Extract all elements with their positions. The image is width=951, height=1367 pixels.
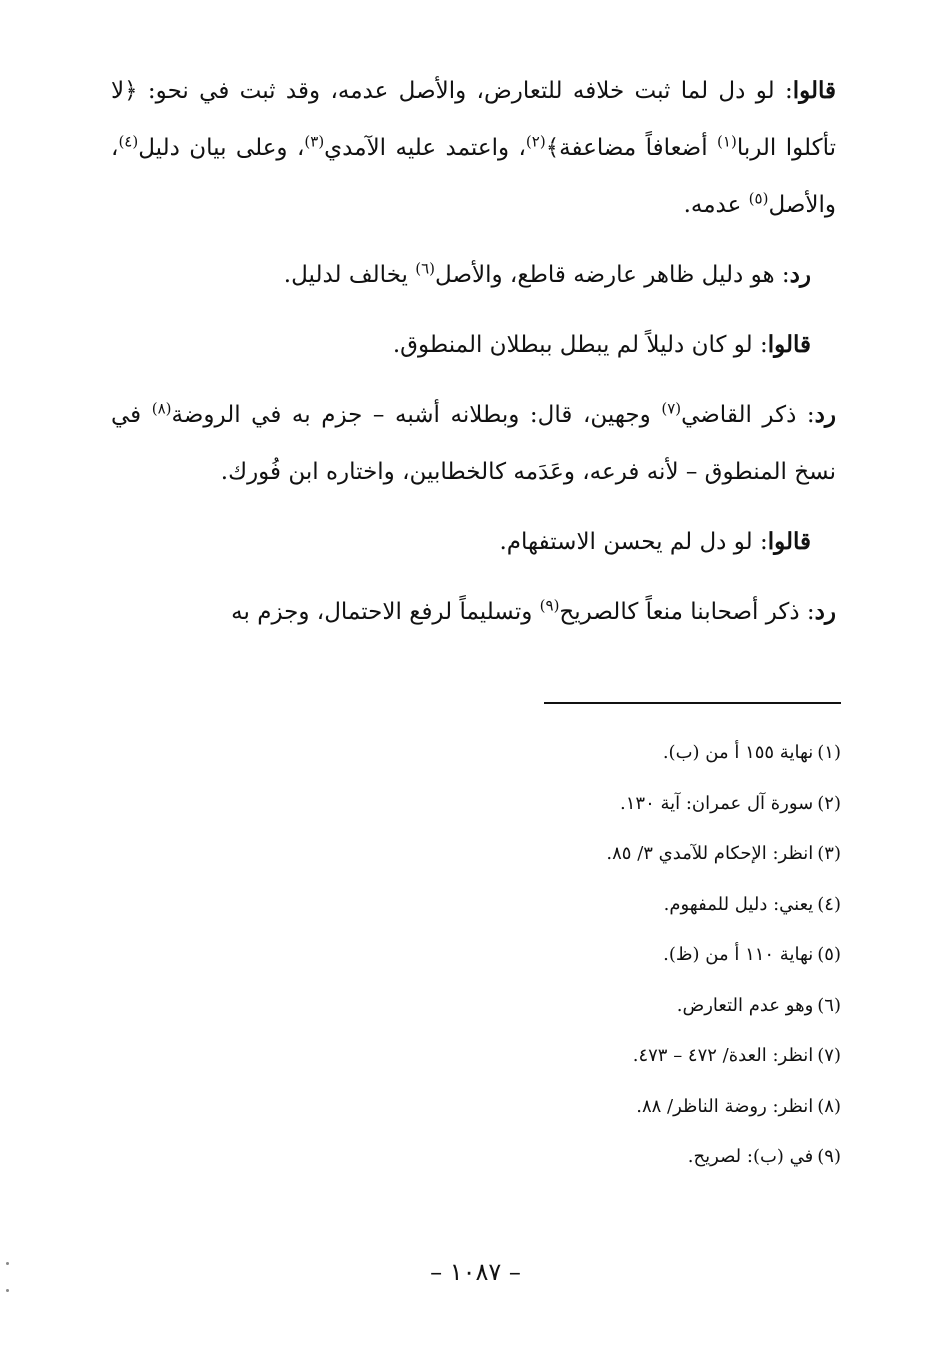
footnote-text: انظر: الإحكام للآمدي ٣/ ٨٥. — [606, 843, 814, 864]
footnote-ref: (٤) — [118, 132, 139, 151]
paragraph — [111, 62, 836, 234]
footnote-ref: (١) — [717, 132, 737, 151]
text-run: : لو دل لما ثبت خلافه للتعارض، والأصل عدمه، وقد ثبت في نحو: ﴿لا تأكلوا الربا — [111, 78, 836, 161]
footnote-ref: (٥) — [748, 189, 769, 208]
text-run: وتسليماً لرفع الاحتمال، وجزم به — [231, 599, 540, 625]
footnote-number: (٣) — [817, 843, 841, 864]
footnote-number: (٨) — [817, 1095, 841, 1117]
footnote-text: وهو عدم التعارض. — [676, 994, 814, 1016]
footnote — [141, 829, 841, 880]
footnote-ref: (٨) — [151, 399, 172, 418]
footnote-ref: (٦) — [415, 259, 436, 278]
text-run: ، وعلى بيان دليل — [138, 135, 305, 161]
footnote — [141, 981, 841, 1032]
footnote-text: انظر: روضة الناظر/ ٨٨. — [636, 1095, 814, 1117]
text-run: يخالف لدليل. — [283, 262, 416, 288]
paragraph-lead-word: قالوا — [767, 528, 811, 555]
footnote-number: (٥) — [817, 944, 841, 965]
main-text — [111, 62, 836, 653]
footnotes — [141, 728, 841, 1183]
footnote-text: انظر: العدة/ ٤٧٢ – ٤٧٣. — [632, 1045, 814, 1066]
footnote-number: (١) — [817, 742, 841, 763]
text-run: ، واعتمد عليه الآمدي — [324, 135, 526, 161]
footnote — [141, 880, 841, 931]
footnote-text: نهاية ١٥٥ أ من (ب). — [662, 742, 814, 763]
footnote-text: نهاية ١١٠ أ من (ظ). — [663, 944, 814, 965]
footnote-ref: (٢) — [525, 132, 546, 151]
paragraph — [111, 513, 836, 571]
text-run: في نسخ المنطوق – لأنه فرعه، وعَدَمه كالخطابين، واختاره ابن فُورك. — [111, 402, 836, 485]
text-run: : هو دليل ظاهر عارضه قاطع، والأصل — [435, 262, 790, 288]
footnote-number: (٦) — [817, 994, 841, 1016]
footnote-text: يعني: دليل للمفهوم. — [663, 893, 814, 915]
footnote — [141, 930, 841, 981]
footnote-number: (٧) — [817, 1045, 841, 1066]
text-run: وجهين، قال: وبطلانه أشبه – جزم به في الروضة — [171, 402, 662, 428]
text-run: : ذكر القاضي — [681, 402, 815, 428]
footnote-separator — [544, 702, 841, 704]
paragraph — [111, 246, 836, 304]
scan-speck — [6, 1289, 9, 1292]
footnote — [141, 779, 841, 830]
footnote — [141, 1082, 841, 1133]
paragraph-lead-word: رد — [814, 598, 836, 625]
footnote-text: سورة آل عمران: آية ١٣٠. — [620, 792, 814, 814]
footnote — [141, 1132, 841, 1183]
footnote-number: (٤) — [817, 893, 841, 915]
text-run: أضعافاً مضاعفة﴾ — [545, 135, 718, 161]
footnote-ref: (٧) — [661, 399, 682, 418]
footnote-ref: (٣) — [304, 132, 325, 151]
scan-speck — [6, 1262, 9, 1265]
footnote-number: (٢) — [817, 792, 841, 814]
footnote-text: في (ب): لصريح. — [687, 1146, 814, 1167]
text-run: ، والأصل — [111, 135, 836, 218]
footnote — [141, 728, 841, 779]
footnote — [141, 1031, 841, 1082]
paragraph — [111, 583, 836, 641]
footnote-number: (٩) — [817, 1146, 841, 1167]
text-run: عدمه. — [683, 192, 749, 218]
paragraph-lead-word: رد — [789, 261, 811, 288]
paragraph-lead-word: قالوا — [767, 331, 811, 358]
text-run: : لو كان دليلاً لم يبطل ببطلان المنطوق. — [392, 332, 768, 358]
paragraph — [111, 316, 836, 374]
paragraph-lead-word: رد — [814, 401, 836, 428]
paragraph — [111, 386, 836, 501]
paragraph-lead-word: قالوا — [792, 77, 836, 104]
text-run: : ذكر أصحابنا منعاً كالصريح — [559, 599, 815, 625]
text-run: : لو دل لم يحسن الاستفهام. — [499, 529, 768, 555]
page-number: – ١٠٨٧ – — [430, 1258, 521, 1286]
footnote-ref: (٩) — [539, 596, 560, 615]
